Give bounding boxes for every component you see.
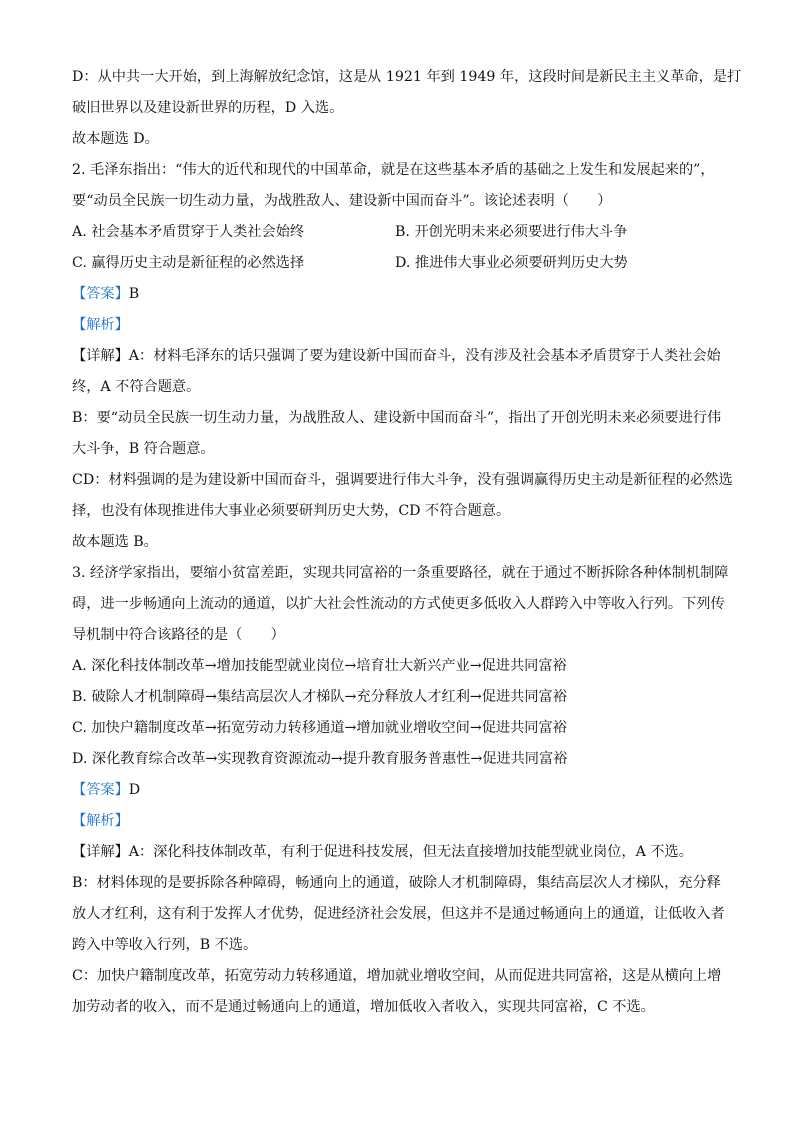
question-3-detail-line-2: B：材料体现的是要拆除各种障碍，畅通向上的通道，破除人才机制障碍，集结高层次人才梯队，充分释 xyxy=(72,875,721,891)
question-2-option-b: B. 开创光明未来必须要进行伟大斗争 xyxy=(395,224,628,240)
question-2-stem-line-1: 2. 毛泽东指出：“伟大的近代和现代的中国革命，就是在这些基本矛盾的基础之上发生和发展起来的”， xyxy=(72,162,715,178)
question-3-detail-line-1 xyxy=(72,837,722,868)
analysis-tag: 【解析】 xyxy=(72,317,129,333)
question-3-detail-line-3: 放人才红利，这有利于发挥人才优势，促进经济社会发展，但这并不是通过畅通向上的通道，让低收入者 xyxy=(72,906,725,922)
detail-tag: 【详解】 xyxy=(72,348,129,364)
question-2-detail-line-4: 大斗争，B 符合题意。 xyxy=(72,441,215,457)
answer-conclusion: 故本题选 D。 xyxy=(72,131,159,147)
answer-value: B xyxy=(128,286,140,302)
answer-d-explanation-line-1: D：从中共一大开始，到上海解放纪念馆，这是从 1921 年到 1949 年，这段时间是新民主主义革命，是打 xyxy=(72,69,742,85)
question-2-detail-line-3: B：要“动员全民族一切生动力量，为战胜敌人、建设新中国而奋斗”，指出了开创光明未来必须要进行伟 xyxy=(72,410,722,426)
question-2-option-d: D. 推进伟大事业必须要研判历史大势 xyxy=(395,255,628,271)
question-3-answer xyxy=(72,775,722,806)
question-3-detail-line-4: 跨入中等收入行列，B 不选。 xyxy=(72,937,258,953)
question-3-stem-line-3: 导机制中符合该路径的是（ ） xyxy=(72,627,285,643)
question-2-option-a: A. 社会基本矛盾贯穿于人类社会始终 xyxy=(72,224,305,240)
answer-tag: 【答案】 xyxy=(72,286,129,302)
question-3-analysis-heading xyxy=(72,806,722,837)
question-3-detail-line-5: C：加快户籍制度改革，拓宽劳动力转移通道，增加就业增收空间，从而促进共同富裕，这是从横向上增 xyxy=(72,968,722,984)
question-3-stem-line-2: 碍，进一步畅通向上流动的通道，以扩大社会性流动的方式使更多低收入人群跨入中等收入行列。下列传 xyxy=(72,596,725,612)
answer-value: D xyxy=(128,782,141,798)
question-3-option-a: A. 深化科技体制改革→增加技能型就业岗位→培育壮大新兴产业→促进共同富裕 xyxy=(72,658,567,674)
analysis-tag: 【解析】 xyxy=(72,813,129,829)
question-2-analysis-heading xyxy=(72,310,722,341)
question-2-detail-line-1 xyxy=(72,341,722,372)
question-2-conclusion: 故本题选 B。 xyxy=(72,534,158,550)
question-2-detail-line-5: CD：材料强调的是为建设新中国而奋斗，强调要进行伟大斗争，没有强调赢得历史主动是新征程的必然选 xyxy=(72,472,733,488)
answer-tag: 【答案】 xyxy=(72,782,129,798)
question-3-option-b: B. 破除人才机制障碍→集结高层次人才梯队→充分释放人才红利→促进共同富裕 xyxy=(72,689,567,705)
answer-d-explanation-line-2: 破旧世界以及建设新世界的历程，D 入选。 xyxy=(72,100,344,116)
question-3-option-d: D. 深化教育综合改革→实现教育资源流动→提升教育服务普惠性→促进共同富裕 xyxy=(72,751,568,767)
detail-text: A：材料毛泽东的话只强调了要为建设新中国而奋斗，没有涉及社会基本矛盾贯穿于人类社会始 xyxy=(128,348,721,364)
document-page xyxy=(72,62,742,1023)
question-3-stem-line-1: 3. 经济学家指出，要缩小贫富差距，实现共同富裕的一条重要路径，就在于通过不断拆除各种体制机制障 xyxy=(72,565,729,581)
question-2-answer xyxy=(72,279,722,310)
question-3-detail-line-6: 加劳动者的收入，而不是通过畅通向上的通道，增加低收入者收入，实现共同富裕，C 不选。 xyxy=(72,999,655,1015)
question-2-detail-line-6: 择，也没有体现推进伟大事业必须要研判历史大势，CD 不符合题意。 xyxy=(72,503,511,519)
question-2-option-c: C. 赢得历史主动是新征程的必然选择 xyxy=(72,255,305,271)
detail-text: A：深化科技体制改革，有利于促进科技发展，但无法直接增加技能型就业岗位，A 不选。 xyxy=(128,844,693,860)
question-3-option-c: C. 加快户籍制度改革→拓宽劳动力转移通道→增加就业增收空间→促进共同富裕 xyxy=(72,720,567,736)
question-2-detail-line-2: 终，A 不符合题意。 xyxy=(72,379,201,395)
question-2-options-row-1 xyxy=(72,217,722,248)
question-2-options-row-2 xyxy=(72,248,722,279)
question-2-stem-line-2: 要“动员全民族一切生动力量，为战胜敌人、建设新中国而奋斗”。该论述表明（ ） xyxy=(72,193,612,209)
detail-tag: 【详解】 xyxy=(72,844,129,860)
